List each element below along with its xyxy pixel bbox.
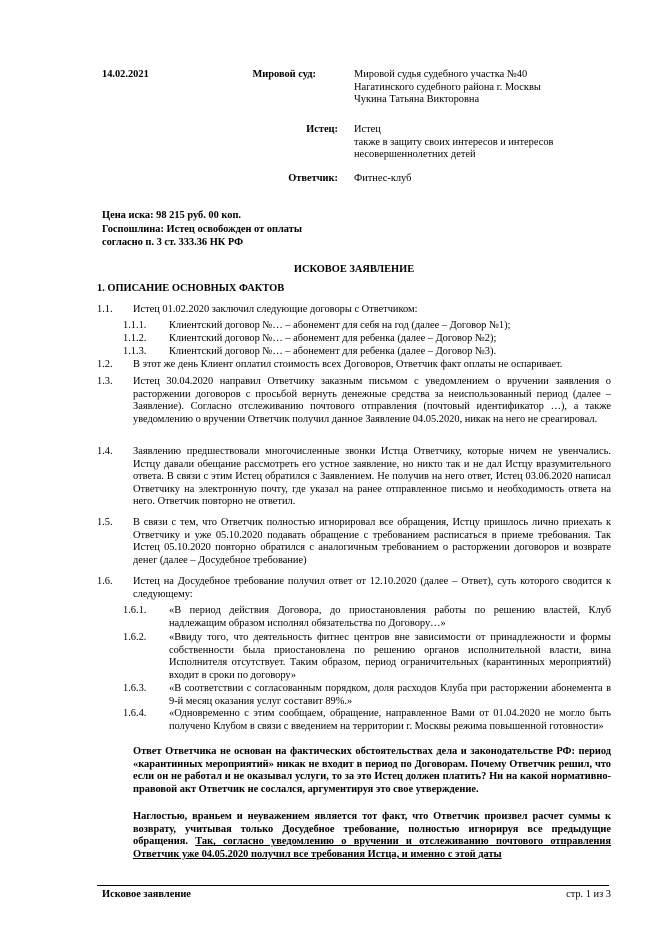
footer-divider	[97, 885, 609, 886]
sub-item-number: 1.6.1.	[123, 605, 147, 616]
item-text: В связи с тем, что Ответчик полностью игнорировал все обращения, Истцу пришлось лично приехать к Ответчику и уже 05.10.2020 подавать обращение с требованием расписаться в приеме требования. Так Истец 05.10.2020 повторно обратился с аналогичным требованием о расторжении договоров и возврате денег (далее – Досудебное требование)	[133, 517, 611, 566]
document-date: 14.02.2021	[102, 69, 149, 80]
item-text: Заявлению предшествовали многочисленные звонки Истца Ответчику, которые ничем не увенчались. Истцу давали обещание рассмотреть его устное заявление, но никто так и не дал Истцу вразумительного ответа. В связи с этим Истец обратился с Заявлением. Не получив на него ответ, Истец 03.06.2020 написал Ответчику на электронную почту, где указал на ранее отправленное письмо и необходимость ответа на него. Ответчик повторно не ответил.	[133, 446, 611, 508]
sub-item-text: «В соответствии с согласованным порядком, доля расходов Клуба при расторжении абонемента в 9-й месяц оказания услуг составит 89%.»	[169, 683, 611, 707]
numbered-item	[97, 359, 611, 373]
item-text: Истец 01.02.2020 заключил следующие договоры с Ответчиком:	[133, 304, 418, 315]
defendant-value: Фитнес-клуб	[354, 173, 412, 184]
item-number: 1.5.	[97, 517, 113, 528]
document-title: ИСКОВОЕ ЗАЯВЛЕНИЕ	[293, 264, 415, 275]
item-number: 1.3.	[97, 376, 113, 387]
fee-line: Госпошлина: Истец освобожден от оплаты	[102, 224, 302, 235]
numbered-item	[97, 576, 611, 604]
sub-item	[97, 632, 611, 684]
court-line: Чукина Татьяна Викторовна	[354, 94, 480, 106]
court-line: Мировой судья судебного участка №40	[354, 69, 528, 80]
item-number: 1.2.	[97, 359, 113, 370]
sub-item-text: Клиентский договор №… – абонемент для себя на год (далее – Договор №1);	[169, 320, 511, 331]
sub-item-text: «Ввиду того, что деятельность фитнес центров вне зависимости от принадлежности и формы собственности была приостановлена по решению органов исполнительной власти, вина Исполнителя отсутствует. Таким образом, период ограничительных (карантинных мероприятий) входит в сроки по договору»	[169, 632, 611, 681]
plaintiff-line: несовершеннолетних детей	[354, 149, 476, 161]
section-heading: 1. ОПИСАНИЕ ОСНОВНЫХ ФАКТОВ	[97, 283, 285, 294]
sub-item	[97, 346, 611, 360]
item-text: Истец на Досудебное требование получил ответ от 12.10.2020 (далее – Ответ), суть которого сводится к следующему:	[133, 576, 611, 600]
sub-item-number: 1.6.2.	[123, 632, 147, 643]
plaintiff-label: Истец:	[306, 124, 338, 135]
bold-paragraph: Ответ Ответчика не основан на фактических обстоятельствах дела и законодательстве РФ: период «карантинных мероприятий» никак не входит в период по Договорам. Почему Ответчик решил, что если он не работал и не оказывал услуги, то за это Истец должен платить? Ни на какой нормативно-правовой акт Ответчик не сослался, аргументируя это свое утверждение.	[133, 746, 611, 795]
sub-item-number: 1.6.3.	[123, 683, 147, 694]
page-number: стр. 1 из 3	[566, 889, 611, 900]
plaintiff-line: Истец	[354, 124, 381, 135]
court-label: Мировой суд:	[252, 69, 316, 80]
plaintiff-value	[354, 124, 624, 162]
claim-price: Цена иска: 98 215 руб. 00 коп.	[102, 210, 242, 221]
underlined-text: Так, согласно уведомлению о вручении и отслеживанию почтового отправления Ответчик уже 04.05.2020 получил все требования Истца, и именно с этой даты	[133, 836, 611, 860]
sub-item	[97, 320, 611, 334]
numbered-item	[97, 446, 611, 510]
plaintiff-line: также в защиту своих интересов и интересов	[354, 136, 554, 148]
fee-line: согласно п. 3 ст. 333.36 НК РФ	[102, 237, 243, 248]
sub-item-text: Клиентский договор №… – абонемент для ребенка (далее – Договор №3).	[169, 346, 497, 357]
sub-item-number: 1.1.3.	[123, 346, 147, 357]
sub-item-text: «В период действия Договора, до приостановления работы по решению властей, Клуб надлежащим образом исполнял обязательства по Договору…»	[169, 605, 611, 629]
numbered-item	[97, 376, 611, 440]
sub-item	[97, 708, 611, 748]
numbered-item	[97, 304, 611, 318]
item-number: 1.4.	[97, 446, 113, 457]
bold-paragraph	[133, 811, 611, 861]
item-number: 1.1.	[97, 304, 113, 315]
sub-item	[97, 605, 611, 633]
sub-item	[97, 333, 611, 347]
item-number: 1.6.	[97, 576, 113, 587]
bold-paragraph-text: Наглостью, враньем и неуважением является тот факт, что Ответчик произвел расчет суммы к возврату, учитывая только Досудебное требование, полностью игнорируя все предыдущие обращения.	[133, 811, 611, 848]
numbered-item	[97, 517, 611, 569]
item-text: В этот же день Клиент оплатил стоимость всех Договоров, Ответчик факт оплаты не оспаривает.	[133, 359, 563, 370]
sub-item-text: Клиентский договор №… – абонемент для ребенка (далее – Договор №2);	[169, 333, 497, 344]
sub-item-number: 1.1.1.	[123, 320, 147, 331]
sub-item-number: 1.1.2.	[123, 333, 147, 344]
footer-title: Исковое заявление	[102, 889, 191, 900]
sub-item	[97, 683, 611, 711]
court-line: Нагатинского судебного района г. Москвы	[354, 81, 541, 93]
item-text: Истец 30.04.2020 направил Ответчику заказным письмом с уведомлением о вручении заявления о расторжении договоров с просьбой вернуть денежные средства за неиспользованный период (далее – Заявление). Согласно отслеживанию почтового отправления (почтовый идентификатор …), а также уведомлению о вручении Ответчик получил данное Заявление 04.05.2020, никак на него не среагировал.	[133, 376, 611, 425]
sub-item-text: «Одновременно с этим сообщаем, обращение, направленное Вами от 01.04.2020 не могло быть получено Клубом в связи с введением на территории г. Москвы режима повышенной готовности»	[169, 708, 611, 732]
court-value	[354, 69, 624, 107]
sub-item-number: 1.6.4.	[123, 708, 147, 719]
defendant-label: Ответчик:	[288, 173, 338, 184]
